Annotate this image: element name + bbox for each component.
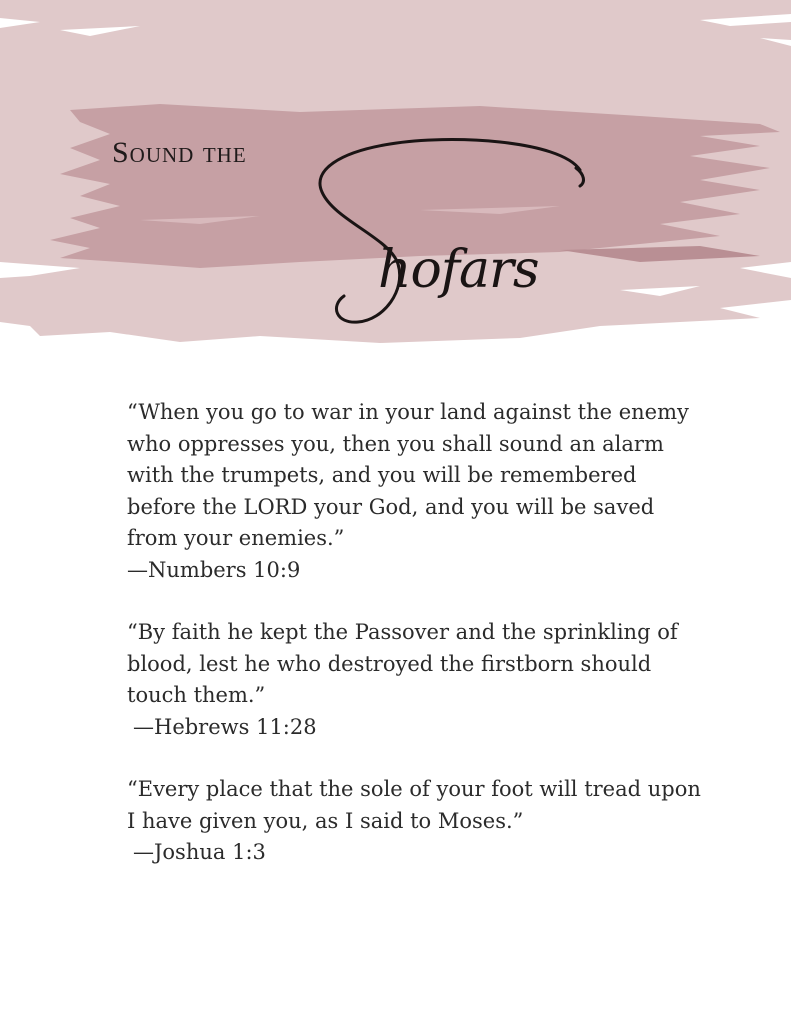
quote-item [127,397,707,586]
quote-text: “By faith he kept the Passover and the sprinkling of blood, lest he who destroyed the firstborn should touch them.” [127,620,678,707]
title-line-2: hofars [378,240,539,300]
title-line-1: Sound the [112,136,247,169]
scripture-quotes [127,397,707,900]
quote-text: “When you go to war in your land against the enemy who oppresses you, then you shall sound an alarm with the trumpets, and you will be remembered before the LORD your God, and you will be saved from your enemies.” [127,400,689,550]
script-s-flourish [300,130,610,340]
quote-reference: —Joshua 1:3 [133,840,266,864]
quote-text: “Every place that the sole of your foot will tread upon I have given you, as I said to Moses.” [127,777,701,833]
quote-item [127,774,707,869]
quote-reference: —Numbers 10:9 [127,557,301,582]
quote-reference: —Hebrews 11:28 [133,714,317,739]
quote-item [127,617,707,743]
